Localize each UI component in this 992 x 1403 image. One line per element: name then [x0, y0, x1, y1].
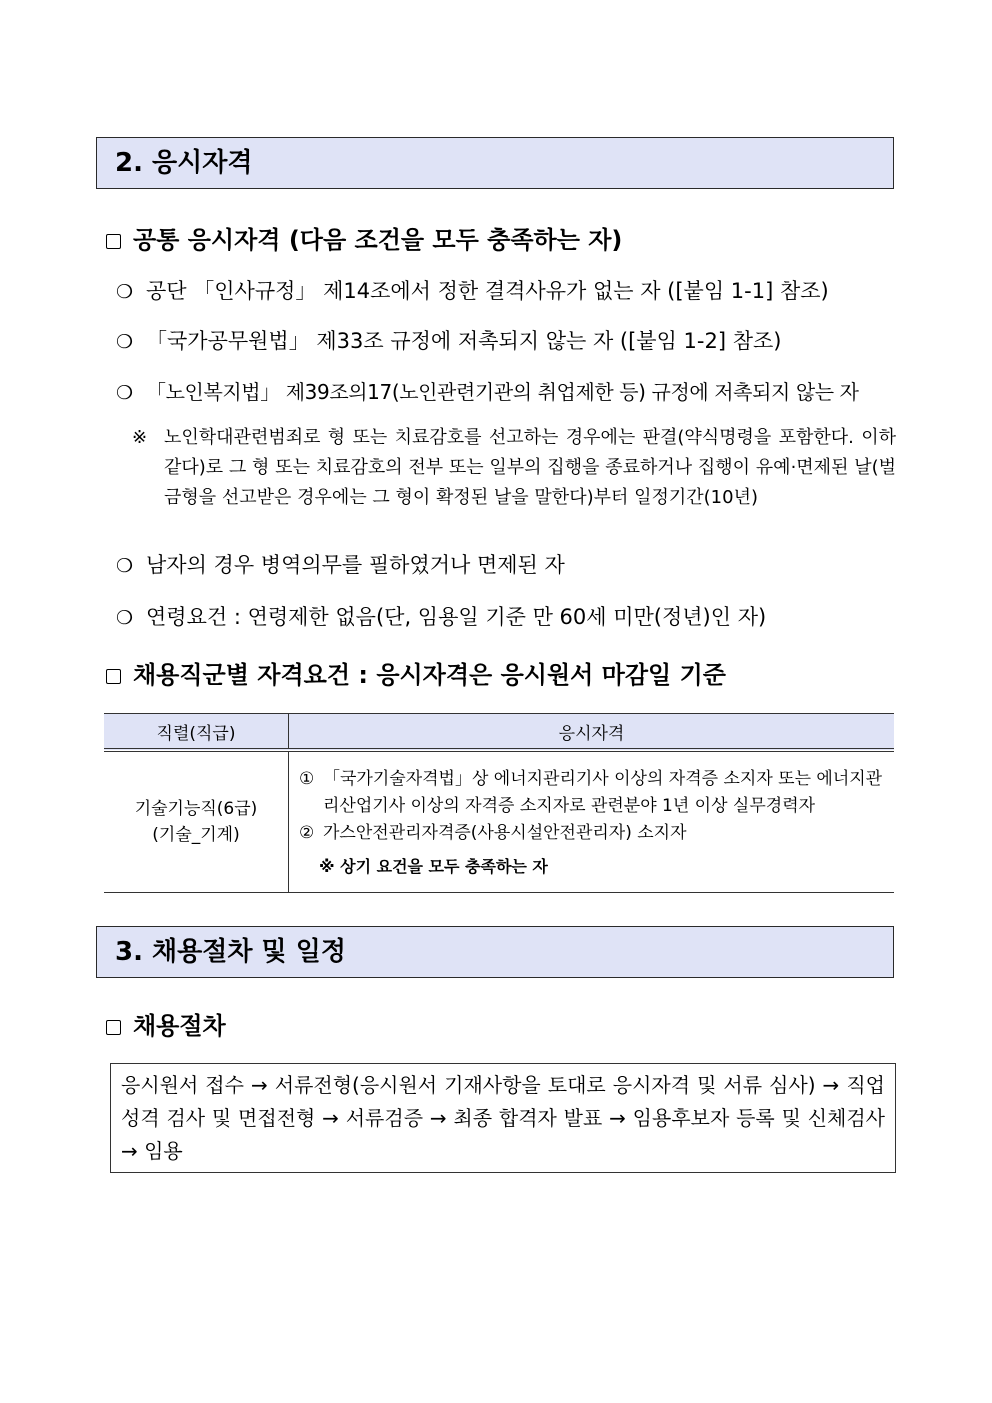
section-3-title: 3. 채용절차 및 일정 [96, 926, 894, 978]
bullet-text: 공단 「인사규정」 제14조에서 정한 결격사유가 없는 자 ([붙임 1-1] 참조) [146, 279, 829, 303]
job-heading-text: 채용직군별 자격요건 : 응시자격은 응시원서 마감일 기준 [133, 661, 726, 689]
bullet-item [116, 378, 859, 407]
table-header-row [104, 714, 894, 751]
job-qualification-heading [106, 660, 726, 690]
procedure-heading [106, 1011, 226, 1041]
checkbox-square-icon [106, 669, 121, 684]
circle-bullet-icon: ❍ [116, 331, 134, 353]
header-job-grade: 직렬(직급) [104, 714, 289, 751]
common-qualification-heading [106, 225, 622, 255]
bullet-item [116, 603, 766, 632]
disqualification-note [132, 423, 896, 513]
note-text: 노인학대관련범죄로 형 또는 치료감호를 선고하는 경우에는 판결(약식명령을 포함한다. 이하 같다)로 그 형 또는 치료감호의 전부 또는 일부의 집행을 종료하거나 집행이 유예·면제된 날(벌금형을 선고받은 경우에는 그 형이 확정된 날을 말한다)부터 일정기간(10년) [164, 427, 896, 508]
item-text: 가스안전관리자격증(사용시설안전관리자) 소지자 [323, 823, 687, 843]
job-cell [104, 750, 289, 893]
item-number: ① [299, 769, 315, 789]
checkbox-square-icon [106, 1020, 121, 1035]
requirement-item [299, 820, 894, 847]
item-text: 「국가기술자격법」상 에너지관리기사 이상의 자격증 소지자 또는 에너지관리산업기사 이상의 자격증 소지자로 관련분야 1년 이상 실무경력자 [323, 769, 883, 816]
bullet-item [116, 277, 829, 306]
requirement-note: ※ 상기 요건을 모두 충족하는 자 [319, 857, 548, 876]
section-2-title: 2. 응시자격 [96, 137, 894, 189]
bullet-item [116, 327, 782, 356]
bullet-text: 남자의 경우 병역의무를 필하였거나 면제된 자 [146, 553, 565, 577]
circle-bullet-icon: ❍ [116, 607, 134, 629]
circle-bullet-icon: ❍ [116, 555, 134, 577]
bullet-text: 「노인복지법」 제39조의17(노인관련기관의 취업제한 등) 규정에 저촉되지 않는 자 [146, 380, 859, 404]
bullet-text: 연령요건 : 연령제한 없음(단, 임용일 기준 만 60세 미만(정년)인 자) [146, 605, 767, 629]
job-subtitle: (기술_기계) [152, 825, 240, 845]
bullet-item [116, 551, 565, 580]
job-title: 기술기능직(6급) [134, 799, 258, 819]
header-qualification: 응시자격 [289, 714, 895, 751]
item-number: ② [299, 823, 315, 843]
circle-bullet-icon: ❍ [116, 281, 134, 303]
procedure-heading-text: 채용절차 [133, 1012, 226, 1040]
common-heading-text: 공통 응시자격 (다음 조건을 모두 충족하는 자) [133, 226, 623, 254]
procedure-box: 응시원서 접수 → 서류전형(응시원서 기재사항을 토대로 응시자격 및 서류 심사) → 직업성격 검사 및 면접전형 → 서류검증 → 최종 합격자 발표 → 임용후보자 등록 및 신체검사 → 임용 [110, 1063, 896, 1173]
checkbox-square-icon [106, 234, 121, 249]
reference-mark-icon: ※ [132, 427, 148, 448]
circle-bullet-icon: ❍ [116, 382, 133, 404]
table-row [104, 750, 894, 893]
qualification-table [104, 713, 894, 893]
qualification-cell [289, 750, 895, 893]
requirement-item [299, 766, 894, 820]
bullet-text: 「국가공무원법」 제33조 규정에 저촉되지 않는 자 ([붙임 1-2] 참조) [146, 329, 782, 353]
